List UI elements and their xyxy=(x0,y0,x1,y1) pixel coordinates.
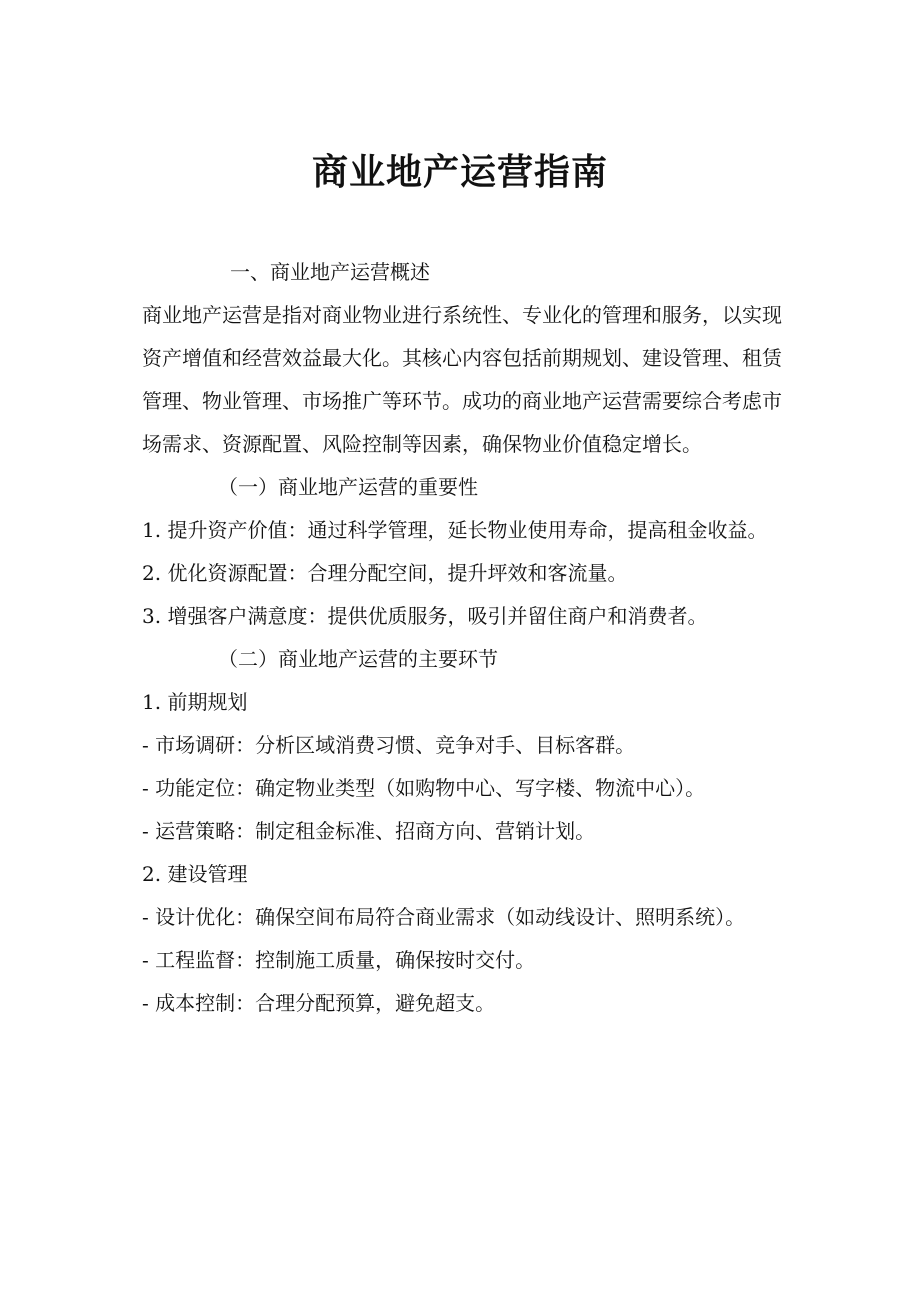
stage-heading: 1. 前期规划 xyxy=(142,690,248,714)
document-body xyxy=(142,251,782,1025)
stage-heading: 2. 建设管理 xyxy=(142,862,248,886)
stage-list-item: - 成本控制：合理分配预算，避免超支。 xyxy=(142,991,496,1015)
document-title: 商业地产运营指南 xyxy=(311,152,608,193)
stage-list-item: - 功能定位：确定物业类型（如购物中心、写字楼、物流中心）。 xyxy=(142,776,706,800)
stage-list-item: - 工程监督：控制施工质量，确保按时交付。 xyxy=(142,948,536,972)
section-heading: 一、商业地产运营概述 xyxy=(230,260,430,284)
importance-item: 1. 提升资产价值：通过科学管理，延长物业使用寿命，提高租金收益。 xyxy=(142,518,768,542)
importance-item: 2. 优化资源配置：合理分配空间，提升坪效和客流量。 xyxy=(142,561,628,585)
section-paragraph: 商业地产运营是指对商业物业进行系统性、专业化的管理和服务，以实现资产增值和经营效益最大化。其核心内容包括前期规划、建设管理、租赁管理、物业管理、市场推广等环节。成功的商业地产运营需要综合考虑市场需求、资源配置、风险控制等因素，确保物业价值稳定增长。 xyxy=(142,303,782,456)
subsection-heading-stages: （二）商业地产运营的主要环节 xyxy=(218,647,498,671)
stage-list-item: - 运营策略：制定租金标准、招商方向、营销计划。 xyxy=(142,819,596,843)
importance-item: 3. 增强客户满意度：提供优质服务，吸引并留住商户和消费者。 xyxy=(142,604,708,628)
stage-list-item: - 设计优化：确保空间布局符合商业需求（如动线设计、照明系统）。 xyxy=(142,905,746,929)
subsection-heading-importance: （一）商业地产运营的重要性 xyxy=(218,475,478,499)
stage-list-item: - 市场调研：分析区域消费习惯、竞争对手、目标客群。 xyxy=(142,733,636,757)
